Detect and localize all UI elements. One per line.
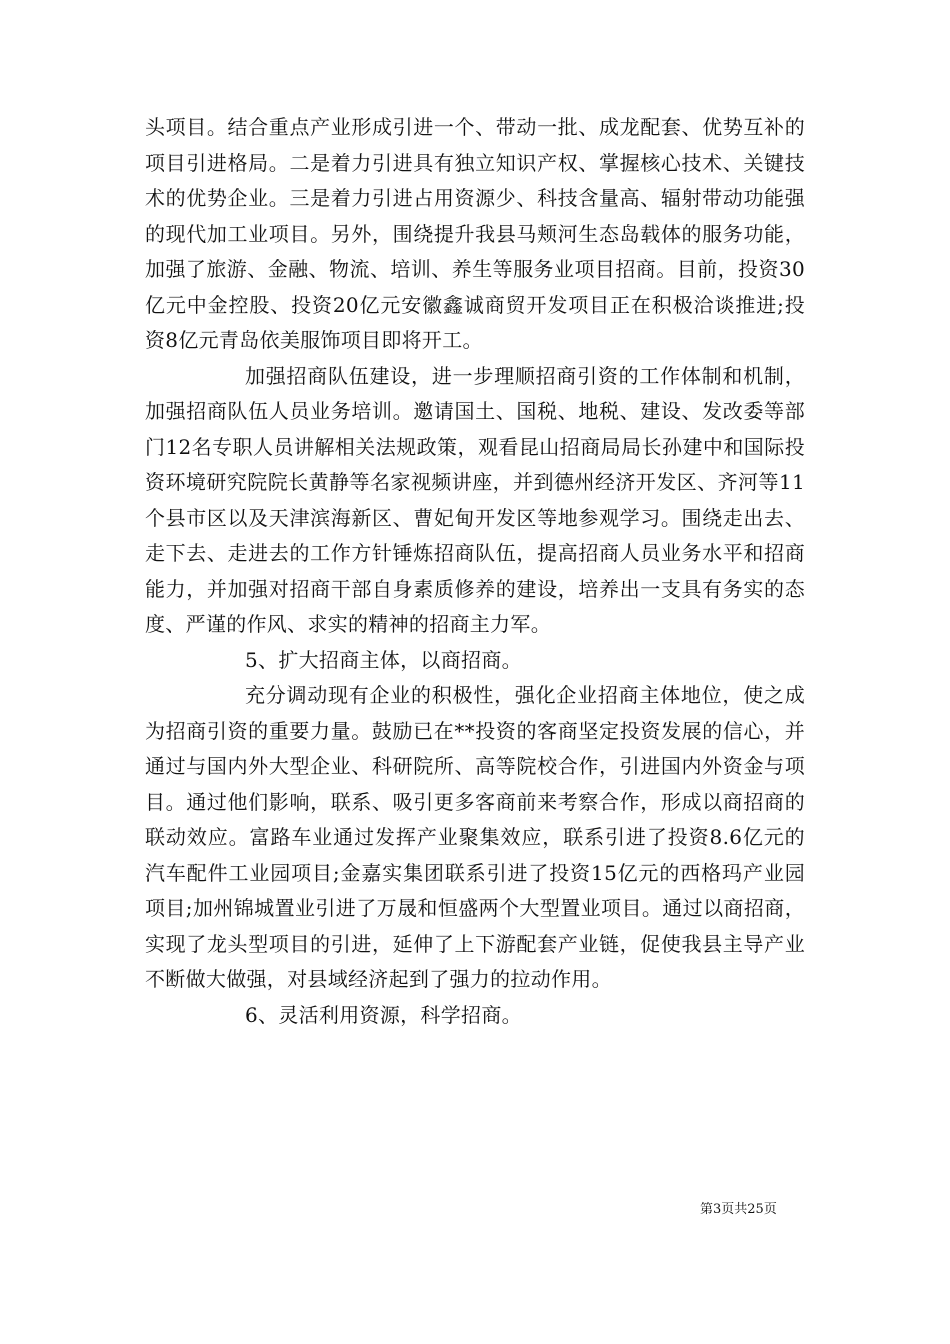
paragraph-business-attraction: 充分调动现有企业的积极性，强化企业招商主体地位，使之成为招商引资的重要力量。鼓励已在**投资的客商坚定投资发展的信心，并通过与国内外大型企业、科研院所、高等院校合作，引进国内外资金与项目。通过他们影响，联系、吸引更多客商前来考察合作，形成以商招商的联动效应。富路车业通过发挥产业聚集效应，联系引进了投资8.6亿元的汽车配件工业园项目;金嘉实集团联系引进了投资15亿元的西格玛产业园项目;加州锦城置业引进了万晟和恒盛两个大型置业项目。通过以商招商，实现了龙头型项目的引进，延伸了上下游配套产业链，促使我县主导产业不断做大做强，对县域经济起到了强力的拉动作用。 bbox=[145, 683, 805, 991]
section-heading-5: 5、扩大招商主体，以商招商。 bbox=[245, 647, 522, 672]
page-number-footer: 第3页共25页 bbox=[700, 1202, 777, 1217]
document-body bbox=[145, 110, 805, 1033]
paragraph-investment-team: 加强招商队伍建设，进一步理顺招商引资的工作体制和机制，加强招商队伍人员业务培训。邀请国土、国税、地税、建设、发改委等部门12名专职人员讲解相关法规政策，观看昆山招商局局长孙建中和国际投资环境研究院院长黄静等名家视频讲座，并到德州经济开发区、齐河等11个县市区以及天津滨海新区、曹妃甸开发区等地参观学习。围绕走出去、走下去、走进去的工作方针锤炼招商队伍，提高招商人员业务水平和招商能力，并加强对招商干部自身素质修养的建设，培养出一支具有务实的态度、严谨的作风、求实的精神的招商主力军。 bbox=[145, 363, 805, 636]
paragraph-continued-projects: 头项目。结合重点产业形成引进一个、带动一批、成龙配套、优势互补的项目引进格局。二是着力引进具有独立知识产权、掌握核心技术、关键技术的优势企业。三是着力引进占用资源少、科技含量高、辐射带动功能强的现代加工业项目。另外，围绕提升我县马颊河生态岛载体的服务功能，加强了旅游、金融、物流、培训、养生等服务业项目招商。目前，投资30亿元中金控股、投资20亿元安徽鑫诚商贸开发项目正在积极洽谈推进;投资8亿元青岛依美服饰项目即将开工。 bbox=[145, 115, 805, 352]
section-heading-6: 6、灵活利用资源，科学招商。 bbox=[245, 1002, 522, 1027]
